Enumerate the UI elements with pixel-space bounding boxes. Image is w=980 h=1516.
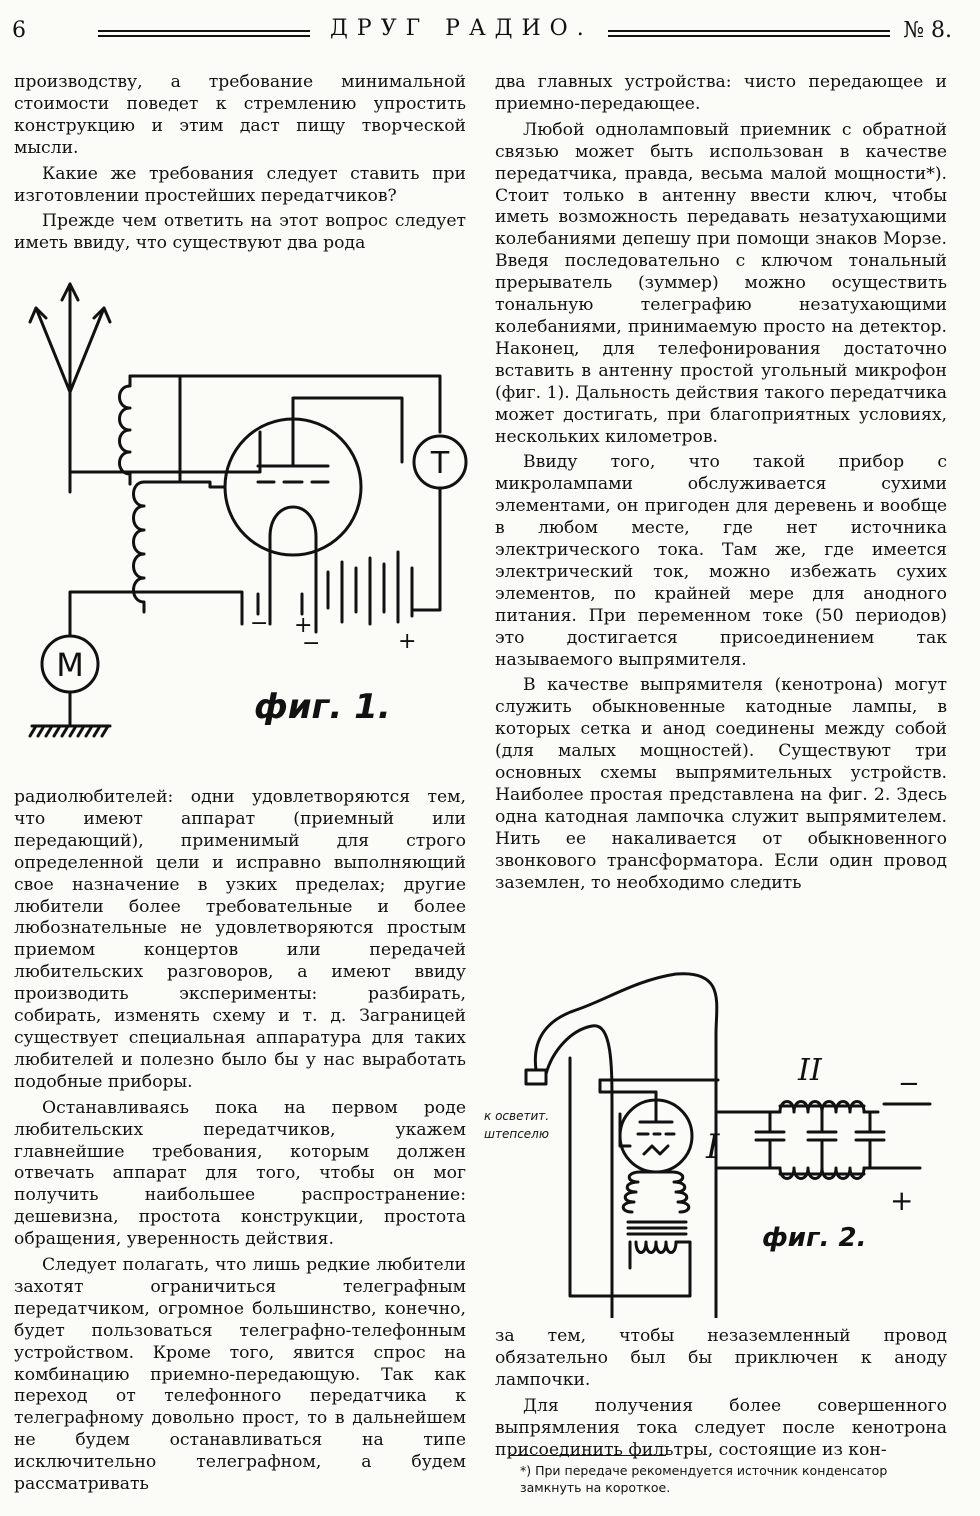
battery-minus-left: − bbox=[250, 611, 269, 636]
roman-one-label: I bbox=[706, 1127, 720, 1167]
paragraph: В качестве выпрямителя (кенотрона) могут служить обыкновенные катодные лампы, в которых сетка и анод соединены между собой (для малых мощностей). Существуют три основных схемы выпрямительных устройств. Наиболее простая представлена на фиг. 2. Здесь одна катодная лампочка служит выпрямителем. Нить ее накаливается от обыкновенного звонкового трансформатора. Если один провод заземлен, то необходимо следить bbox=[495, 675, 947, 893]
roman-two-label: II bbox=[798, 1053, 822, 1088]
paragraph: Прежде чем ответить на этот вопрос следует иметь ввиду, что существуют два рода bbox=[14, 211, 466, 254]
paragraph: Какие же требования следует ставить при изготовлении простейших передатчиков? bbox=[14, 163, 466, 206]
paragraph: за тем, чтобы незаземленный провод обязательно был бы приключен к аноду лампочки. bbox=[495, 1326, 947, 1390]
antenna-icon bbox=[30, 284, 110, 492]
paragraph: два главных устройства: чисто передающее и приемно-передающее. bbox=[495, 72, 947, 114]
header-rule-left bbox=[98, 30, 310, 37]
left-column-bottom bbox=[14, 787, 466, 1496]
battery-plus-mid: + bbox=[294, 613, 313, 638]
paragraph: Любой одноламповый приемник с обратной связью может быть использован в качестве передатчика, правда, весьма малой мощности*). Стоит только в антенну ввести ключ, чтобы иметь возможность передавать незатухающими колебаниями депешу при помощи знаков Морзе. Введя последовательно с ключом тональный прерыватель (зуммер) можно осуществить тональную телеграфию незатухающими колебаниями, принимаемую просто на детектор. Наконец, для телефонирования достаточно вставить в антенну простой угольный микрофон (фиг. 1). Дальность действия такого передатчика может достигать, при благоприятных условиях, нескольких километров. bbox=[495, 119, 947, 447]
ground-icon bbox=[30, 726, 110, 736]
figure-1-caption: фиг. 1. bbox=[254, 687, 391, 727]
filter-capacitor-icon bbox=[756, 1112, 884, 1168]
mains-label-line-1: к осветит. bbox=[484, 1109, 550, 1123]
right-column-bottom bbox=[495, 1326, 947, 1461]
header-rule-right bbox=[608, 30, 890, 37]
paragraph: Ввиду того, что такой прибор с микролампами обслуживается сухими элементами, он пригоден для деревень и вообще в любом месте, где нет источника электрического тока. Там же, где имеется электрический ток, можно избежать сухих элементов, по крайней мере для анодного питания. При переменном токе (50 периодов) это достигается присоединением так называемого выпрямителя. bbox=[495, 452, 947, 670]
microphone-label: M bbox=[56, 646, 84, 684]
figure-2-caption: фиг. 2. bbox=[762, 1223, 867, 1253]
page-number: 6 bbox=[12, 18, 26, 43]
output-minus-label: − bbox=[898, 1069, 920, 1099]
battery-plus-right: + bbox=[398, 629, 417, 654]
issue-number: № 8. bbox=[903, 18, 952, 43]
footnote-rule bbox=[510, 1455, 666, 1456]
transformer-icon bbox=[623, 1172, 689, 1253]
figure-2-rectifier bbox=[480, 968, 960, 1318]
mains-label-line-2: штепселю bbox=[484, 1127, 549, 1141]
filter-choke-icon bbox=[780, 1102, 864, 1113]
paragraph: Останавливаясь пока на первом роде любительских передатчиков, укажем главнейшие требования, которым должен отвечать аппарат для того, чтобы он мог получить наибольшее распространение: дешевизна, простота конструкции, простота обращения, уверенность действия. bbox=[14, 1097, 466, 1250]
battery-minus-right: − bbox=[302, 631, 321, 656]
battery-icon bbox=[258, 552, 412, 632]
right-column-top bbox=[495, 72, 947, 895]
vacuum-tube-icon bbox=[225, 398, 402, 555]
paragraph: производству, а требование минимальной стоимости поведет к стремлению упростить конструкцию и этим даст пищу творческой мысли. bbox=[14, 72, 466, 158]
page-header bbox=[0, 0, 980, 70]
paragraph: Следует полагать, что лишь редкие любители захотят ограничиться телеграфным передатчиком, огромное большинство, конечно, будет пользоваться телеграфно-телефонным устройством. Кроме того, явится спрос на комбинацию приемно-передающую. Так как переход от телефонного передатчика к телеграфному довольно прост, то в дальнейшем не будем останавливаться на типе исключительно телеграфном, а будем рассматривать bbox=[14, 1255, 466, 1495]
output-plus-label: + bbox=[890, 1184, 914, 1217]
left-column-top bbox=[14, 72, 466, 255]
rectifier-tube-icon bbox=[620, 1092, 692, 1172]
footnote: *) При передаче рекомендуется источник конденсатор замкнуть на короткое. bbox=[520, 1463, 888, 1495]
paragraph: радиолюбителей: одни удовлетворяются тем, что имеют аппарат (приемный или передающий), применимый для строго определенной цели и исправно выполняющий свое назначение в узких пределах; другие любители более требовательные и более любознательные не удовлетворяются простым приемом концертов или передачей любительских разговоров, а имеют ввиду производить эксперименты: разбирать, собирать, изменять схему и т. д. Заграницей существует специальная аппаратура для таких любителей и полезно было бы у нас выработать подобные приборы. bbox=[14, 787, 466, 1092]
feedback-coil-icon bbox=[120, 376, 181, 484]
telephone-label: T bbox=[430, 446, 450, 481]
paragraph: Для получения более совершенного выпрямления тока следует после кенотрона присоединить фильтры, состоящие из кон- bbox=[495, 1395, 947, 1460]
journal-title: ДРУГ РАДИО. bbox=[330, 16, 593, 41]
figure-1-circuit bbox=[10, 272, 470, 762]
